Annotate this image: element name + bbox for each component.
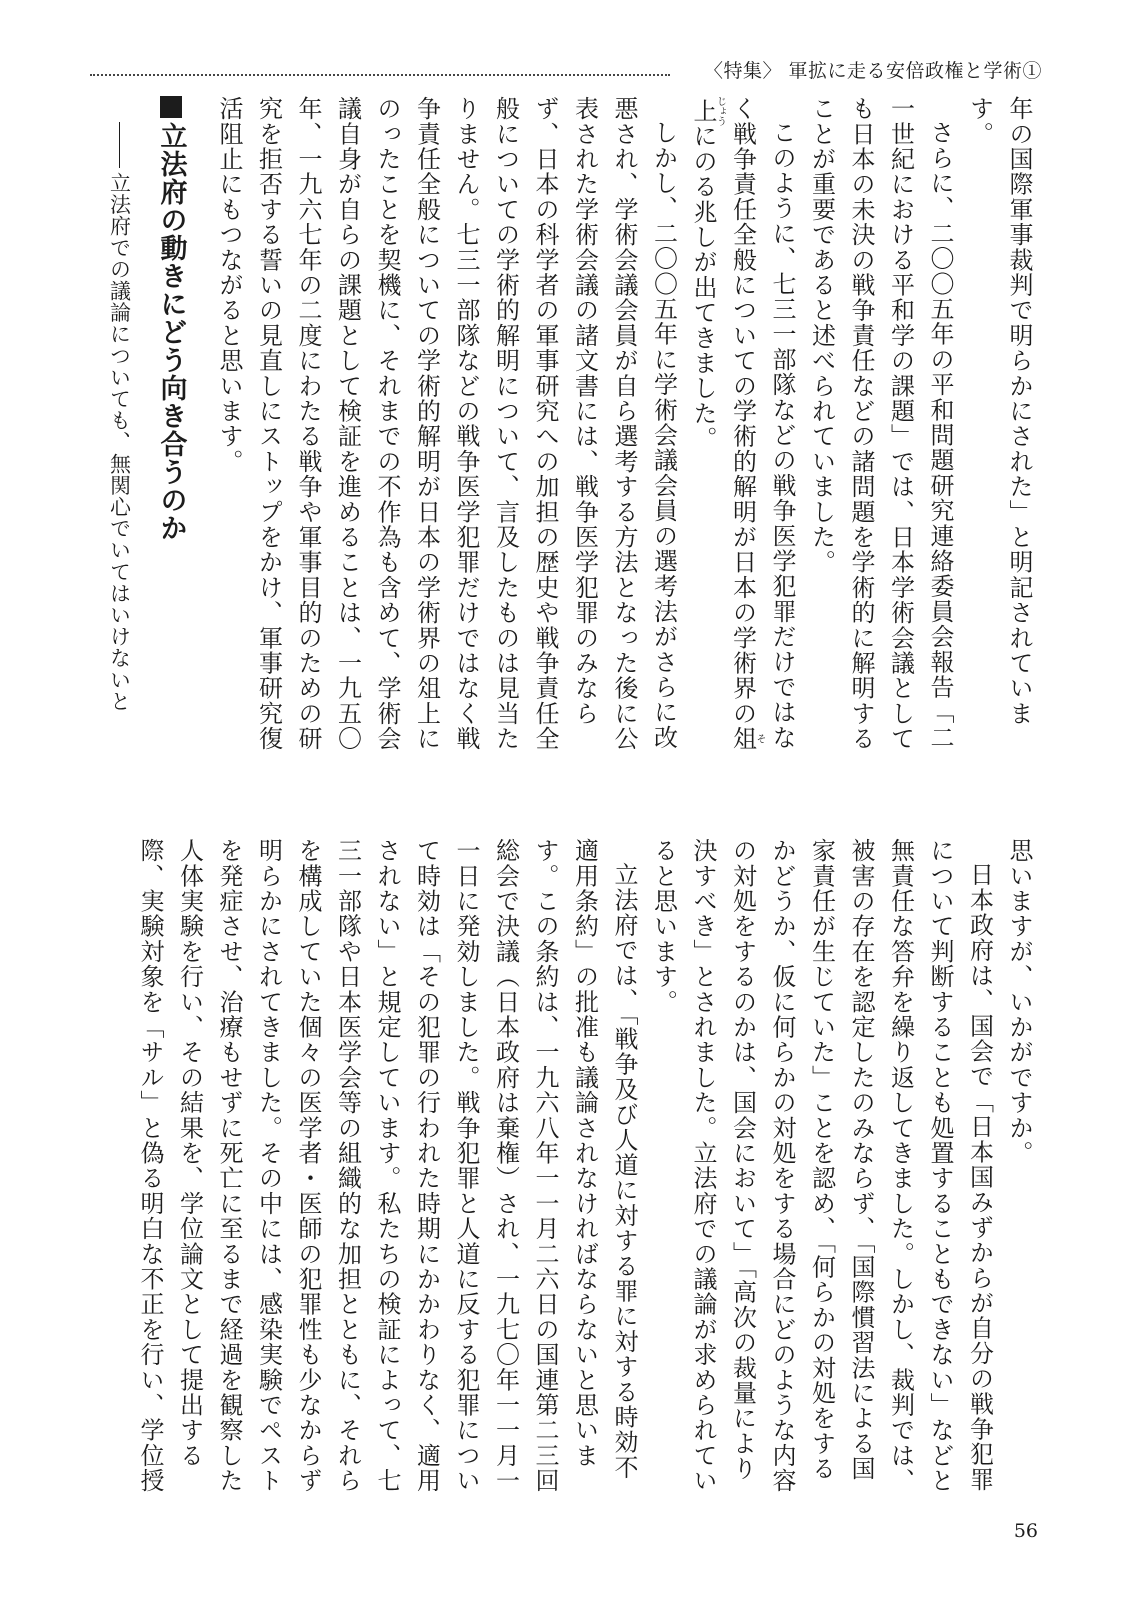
paragraph — [683, 96, 802, 756]
ruby-reading: じょう — [714, 96, 726, 126]
paragraph: 立法府では、「戦争及び人道に対する罪に対する時効不適用条約」の批准も議論されなければならないと思います。この条約は、一九六八年一一月二六日の国連第二三回総会で決議（日本政府は棄権）され、一九七〇年一一月一一日に発効しました。戦争犯罪と人道に反する犯罪について時効は「その犯罪の行われた時期にかかわりなく、適用されない」と規定しています。私たちの検証によって、七三一部隊や日本医学会等の組織的な加担とともに、それらを構成していた個々の医学者・医師の犯罪性も少なからず明らかにされてきました。その中には、感染実験でペストを発症させ、治療もせずに死亡に至るまで経過を観察した人体実験を行い、その結果を、学位論文として提出する際、実験対象を「サル」と偽る明白な不正を行い、学位授 — [136, 838, 638, 1494]
upper-text-block — [107, 96, 1038, 756]
header-dotted-rule — [90, 74, 670, 76]
paragraph-text: にのる兆しが出てきました。 — [689, 123, 717, 452]
ruby-base: 俎 — [728, 726, 757, 752]
paragraph-text: このように、七三一部隊などの戦争医学犯罪だけではなく戦争責任全般についての学術的解明が日本の学術界の — [728, 96, 796, 750]
running-header-title: 〈特集〉 軍拡に走る安倍政権と学術① — [703, 60, 1042, 82]
paragraph: しかし、二〇〇五年に学術会議会員の選考法がさらに改悪され、学術会議会員が自ら選考する方法となった後に公表された学術会議の諸文書には、戦争医学犯罪のみならず、日本の科学者の軍事研究への加担の歴史や戦争責任全般についての学術的解明について、言及したものは見当たりません。七三一部隊などの戦争医学犯罪だけではなく戦争責任全般についての学術的解明が日本の学術界の俎上にのったことを契機に、それまでの不作為も含めて、学術会議自身が自らの課題として検証を進めることは、一九五〇年、一九六七年の二度にわたる戦争や軍事目的のための研究を拒否する誓いの見直しにストップをかけ、軍事研究復活阻止にもつながると思います。 — [215, 96, 678, 752]
paragraph: 日本政府は、国会で「日本国みずからが自分の戦争犯罪について判断することも処置することもできない」などと無責任な答弁を繰り返してきました。しかし、裁判では、被害の存在を認定したのみならず、「国際慣習法による国家責任が生じていた」ことを認め、「何らかの対処をするかどうか、仮に何らかの対処をする場合にどのような内容の対処をするのかは、国会において」「高次の裁量により決すべき」とされました。立法府での議論が求められていると思います。 — [649, 838, 994, 1494]
section-heading-text: 立法府の動きにどう向き合うのか — [155, 122, 187, 542]
paragraph: さらに、二〇〇五年の平和問題研究連絡委員会報告「二一世紀における平和学の課題」では、日本学術会議としても日本の未決の戦争責任などの諸問題を学術的に解明することが重要であると述べられていました。 — [807, 96, 954, 752]
square-bullet-icon — [160, 96, 182, 118]
paragraph: 思いますが、いかがですか。 — [1005, 838, 1033, 1166]
running-header — [90, 50, 1042, 90]
section-heading — [151, 96, 191, 756]
ruby-base: 上 — [689, 96, 717, 126]
section-subheading-text: 立法府での議論についても、無関心でいてはいけないと — [107, 172, 132, 712]
em-dash-rule — [119, 122, 121, 168]
section-subheading — [103, 96, 137, 756]
paragraph: 年の国際軍事裁判で明らかにされた」と明記されています。 — [965, 96, 1033, 726]
ruby-reading: そ — [754, 726, 765, 752]
page-number: 56 — [1013, 1520, 1038, 1542]
lower-text-block — [86, 838, 1038, 1498]
